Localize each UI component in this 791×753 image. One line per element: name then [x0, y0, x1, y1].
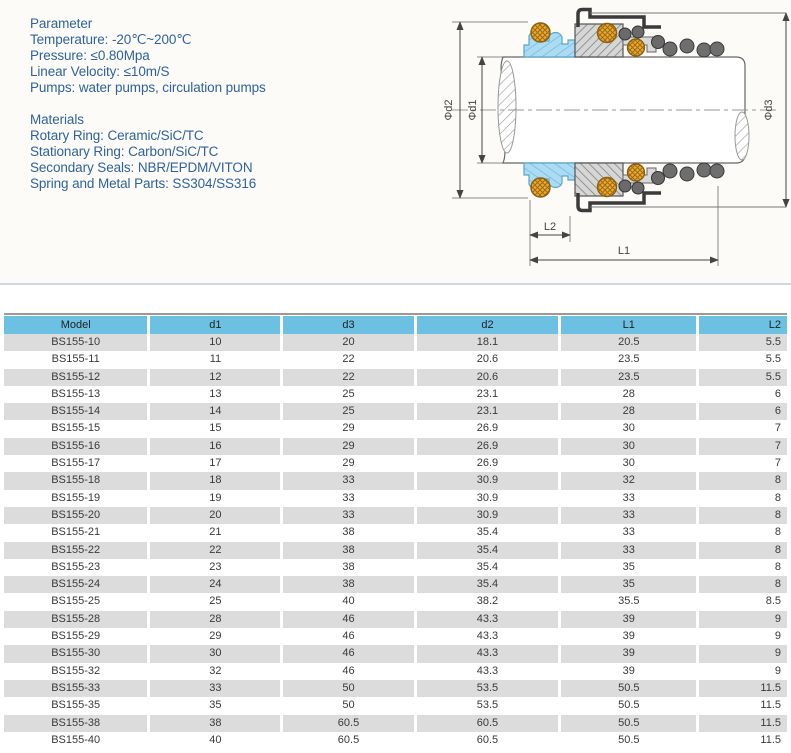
- cell-l2: 5.5: [698, 351, 787, 368]
- cell-d3: 38: [282, 576, 415, 593]
- cell-d3: 33: [282, 472, 415, 489]
- cell-d2: 30.9: [415, 490, 560, 507]
- cell-model: BS155-17: [51, 457, 101, 470]
- cell-l2: 7: [698, 455, 787, 472]
- parameter-line-temperature: Temperature: -20℃~200℃: [30, 32, 192, 47]
- table-row: [4, 663, 787, 680]
- table-row: [4, 507, 787, 524]
- cell-d3: 22: [282, 369, 415, 386]
- column-header-d3: d3: [282, 316, 415, 334]
- cell-d3: 25: [282, 386, 415, 403]
- shaft-break-right: [735, 112, 749, 160]
- dimension-label-l2: L2: [543, 221, 557, 233]
- materials-line-secondary: Secondary Seals: NBR/EPDM/VITON: [30, 160, 253, 175]
- cell-l1: 33: [560, 490, 698, 507]
- seal-cross-section-diagram: [400, 0, 791, 285]
- table-row: [4, 559, 787, 576]
- cell-model: BS155-12: [4, 369, 149, 386]
- cell-d1: 15: [149, 420, 282, 437]
- cell-model: BS155-20: [4, 507, 149, 524]
- cell-l1: 39: [560, 628, 698, 645]
- spring-coils: [663, 39, 724, 57]
- cell-d3: 29: [282, 438, 415, 455]
- cell-d1: 16: [149, 438, 282, 455]
- cell-l1: 50.5: [560, 715, 698, 732]
- table-row: [4, 715, 787, 732]
- shaft-break-left: [498, 61, 516, 153]
- cell-d2: 60.5: [415, 732, 560, 749]
- cell-d3: 40: [282, 593, 415, 610]
- cell-d2: 26.9: [415, 438, 560, 455]
- cell-d1: 22: [149, 542, 282, 559]
- cell-d1: 35: [149, 697, 282, 714]
- cell-d3: 20: [282, 334, 415, 351]
- cell-l2: 9: [698, 611, 787, 628]
- dimension-label-l1: L1: [617, 245, 631, 257]
- cell-d2: 30.9: [415, 507, 560, 524]
- cell-d1: 19: [149, 490, 282, 507]
- table-row: [4, 403, 787, 420]
- cell-d3: 46: [282, 628, 415, 645]
- cell-l2: 6: [698, 386, 787, 403]
- cell-model: BS155-16: [4, 438, 149, 455]
- cell-d1: 30: [149, 645, 282, 662]
- cell-model: BS155-25: [51, 595, 101, 608]
- cell-l2: 11.5: [698, 697, 787, 714]
- cell-d2: 26.9: [415, 455, 560, 472]
- cell-d1: 21: [149, 524, 282, 541]
- cell-l1: 28: [560, 386, 698, 403]
- cell-d1: 23: [149, 559, 282, 576]
- cell-l2: 11.5: [698, 715, 787, 732]
- cell-d3: 38: [282, 524, 415, 541]
- seal-assembly-top: [524, 10, 786, 58]
- cell-l2: 8.5: [698, 593, 787, 610]
- cell-d3: 33: [282, 507, 415, 524]
- cell-l1: 39: [560, 663, 698, 680]
- cell-d1: 17: [149, 455, 282, 472]
- cell-d3: 38: [282, 542, 415, 559]
- parameter-line-pressure: Pressure: ≤0.80Mpa: [30, 48, 150, 63]
- table-row: [4, 386, 787, 403]
- cell-l1: 23.5: [560, 351, 698, 368]
- table-row: [4, 645, 787, 662]
- cell-d1: 24: [149, 576, 282, 593]
- cell-l1: 39: [560, 645, 698, 662]
- cell-l2: 8: [698, 490, 787, 507]
- cell-model: BS155-11: [51, 353, 100, 366]
- cell-d2: 43.3: [415, 611, 560, 628]
- cell-l2: 5.5: [698, 334, 787, 351]
- cell-l1: 30: [560, 438, 698, 455]
- cell-d2: 38.2: [415, 593, 560, 610]
- parameter-title: Parameter: [30, 16, 93, 31]
- cell-d1: 29: [149, 628, 282, 645]
- table-row: [4, 542, 787, 559]
- dimension-label-d2: Φd2: [443, 99, 455, 121]
- cell-d2: 60.5: [415, 715, 560, 732]
- cell-d3: 38: [282, 559, 415, 576]
- table-row: [4, 611, 787, 628]
- cell-model: BS155-38: [4, 715, 149, 732]
- table-row: [4, 334, 787, 351]
- cell-l2: 8: [698, 559, 787, 576]
- cell-model: BS155-32: [51, 664, 101, 677]
- cell-d2: 35.4: [415, 542, 560, 559]
- table-row: [4, 576, 787, 593]
- cell-l2: 8: [698, 524, 787, 541]
- cell-l1: 33: [560, 542, 698, 559]
- table-row: [4, 524, 787, 541]
- column-header-d2: d2: [415, 316, 560, 334]
- cell-model: BS155-35: [51, 699, 101, 712]
- cell-l1: 50.5: [560, 697, 698, 714]
- cell-model: BS155-28: [4, 611, 149, 628]
- cell-d1: 33: [149, 680, 282, 697]
- column-header-l2: L2: [698, 316, 787, 334]
- cell-d3: 25: [282, 403, 415, 420]
- cell-d2: 35.4: [415, 576, 560, 593]
- cell-d2: 23.1: [415, 386, 560, 403]
- cell-model: BS155-23: [51, 560, 101, 573]
- cell-model: BS155-24: [4, 576, 149, 593]
- cell-d1: 12: [149, 369, 282, 386]
- cell-d2: 26.9: [415, 420, 560, 437]
- cell-l2: 8: [698, 576, 787, 593]
- materials-line-stationary: Stationary Ring: Carbon/SiC/TC: [30, 144, 219, 159]
- cell-l2: 9: [698, 628, 787, 645]
- cell-model: BS155-30: [4, 645, 149, 662]
- cell-d3: 46: [282, 663, 415, 680]
- cell-d2: 23.1: [415, 403, 560, 420]
- cell-d2: 30.9: [415, 472, 560, 489]
- cell-d2: 35.4: [415, 559, 560, 576]
- table-header-row: [4, 316, 787, 334]
- table-row: [4, 472, 787, 489]
- cell-l2: 11.5: [698, 680, 787, 697]
- cell-l1: 50.5: [560, 732, 698, 749]
- cell-d1: 18: [149, 472, 282, 489]
- cell-d3: 33: [282, 490, 415, 507]
- cell-l2: 8: [698, 542, 787, 559]
- cell-d1: 40: [149, 732, 282, 749]
- cell-model: BS155-29: [51, 630, 101, 643]
- table-row: [4, 490, 787, 507]
- cell-d2: 53.5: [415, 680, 560, 697]
- table-row: [4, 593, 787, 610]
- cell-d2: 20.6: [415, 351, 560, 368]
- cell-d3: 29: [282, 455, 415, 472]
- cell-l2: 9: [698, 663, 787, 680]
- section-divider: [0, 283, 791, 285]
- cell-d1: 13: [149, 386, 282, 403]
- table-row: [4, 351, 787, 368]
- cell-d2: 20.6: [415, 369, 560, 386]
- cell-d1: 14: [149, 403, 282, 420]
- cell-l2: 9: [698, 645, 787, 662]
- cell-d2: 43.3: [415, 645, 560, 662]
- cell-d1: 11: [149, 351, 282, 368]
- materials-title: Materials: [30, 112, 84, 127]
- table-row: [4, 369, 787, 386]
- cell-l1: 33: [560, 524, 698, 541]
- cell-l1: 33: [560, 507, 698, 524]
- cell-d2: 43.3: [415, 663, 560, 680]
- cell-l2: 7: [698, 420, 787, 437]
- info-block: [30, 16, 266, 192]
- cell-model: BS155-18: [4, 472, 149, 489]
- cell-d3: 22: [282, 351, 415, 368]
- cell-model: BS155-13: [51, 387, 101, 400]
- spec-table-area: [4, 313, 787, 749]
- cell-d1: 25: [149, 593, 282, 610]
- table-row: [4, 732, 787, 749]
- materials-line-rotary: Rotary Ring: Ceramic/SiC/TC: [30, 128, 204, 143]
- cell-d1: 10: [149, 334, 282, 351]
- parameter-line-pumps: Pumps: water pumps, circulation pumps: [30, 80, 266, 95]
- table-row: [4, 420, 787, 437]
- dimension-label-d1: Φd1: [467, 99, 479, 121]
- dimension-label-d3: Φd3: [763, 99, 775, 121]
- cell-d3: 60.5: [282, 715, 415, 732]
- seal-assembly-bottom: [524, 163, 786, 211]
- cell-l2: 8: [698, 472, 787, 489]
- cell-model: BS155-33: [4, 680, 149, 697]
- column-header-d1: d1: [149, 316, 282, 334]
- cell-l1: 23.5: [560, 369, 698, 386]
- cell-d3: 50: [282, 680, 415, 697]
- cell-d2: 35.4: [415, 524, 560, 541]
- table-row: [4, 455, 787, 472]
- cell-d3: 46: [282, 611, 415, 628]
- cell-l1: 20.5: [560, 334, 698, 351]
- cell-d1: 38: [149, 715, 282, 732]
- cell-l1: 32: [560, 472, 698, 489]
- cell-d1: 28: [149, 611, 282, 628]
- parameter-line-velocity: Linear Velocity: ≤10m/S: [30, 64, 170, 79]
- cell-d3: 50: [282, 697, 415, 714]
- cell-l1: 50.5: [560, 680, 698, 697]
- cell-l2: 11.5: [698, 732, 787, 749]
- cell-d3: 46: [282, 645, 415, 662]
- cell-l1: 35: [560, 576, 698, 593]
- cell-d3: 29: [282, 420, 415, 437]
- column-header-model: Model: [4, 316, 149, 334]
- parameter-group: [30, 16, 266, 96]
- materials-line-spring: Spring and Metal Parts: SS304/SS316: [30, 176, 257, 191]
- table-row: [4, 628, 787, 645]
- cell-l1: 30: [560, 455, 698, 472]
- cell-l2: 5.5: [698, 369, 787, 386]
- cell-model: BS155-19: [51, 491, 101, 504]
- cell-model: BS155-40: [51, 733, 101, 746]
- cell-d2: 53.5: [415, 697, 560, 714]
- cell-d2: 43.3: [415, 628, 560, 645]
- cell-model: BS155-15: [51, 422, 101, 435]
- materials-group: [30, 112, 266, 192]
- cell-l2: 8: [698, 507, 787, 524]
- cell-l1: 30: [560, 420, 698, 437]
- spec-table: [4, 316, 787, 749]
- cell-model: BS155-14: [4, 403, 149, 420]
- table-row: [4, 697, 787, 714]
- cell-l2: 7: [698, 438, 787, 455]
- table-row: [4, 680, 787, 697]
- cell-d1: 32: [149, 663, 282, 680]
- column-header-l1: L1: [560, 316, 698, 334]
- cell-model: BS155-21: [51, 526, 101, 539]
- cell-d2: 18.1: [415, 334, 560, 351]
- cell-l1: 35.5: [560, 593, 698, 610]
- cell-model: BS155-10: [4, 334, 149, 351]
- cell-l2: 6: [698, 403, 787, 420]
- cell-l1: 39: [560, 611, 698, 628]
- table-row: [4, 438, 787, 455]
- cell-model: BS155-22: [4, 542, 149, 559]
- cell-l1: 35: [560, 559, 698, 576]
- cell-d1: 20: [149, 507, 282, 524]
- cell-d3: 60.5: [282, 732, 415, 749]
- cell-l1: 28: [560, 403, 698, 420]
